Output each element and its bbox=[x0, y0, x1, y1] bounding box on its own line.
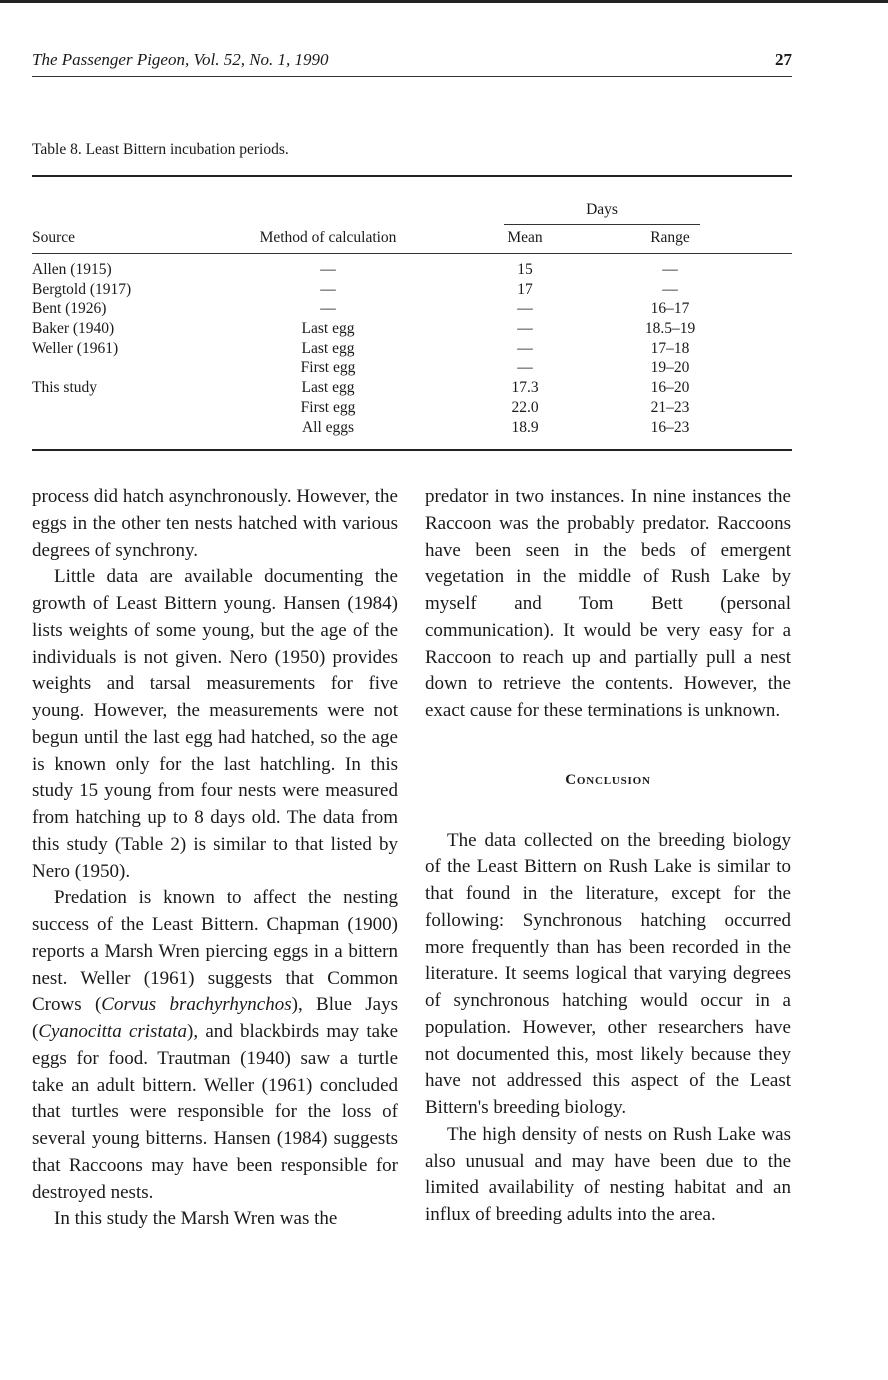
column-header-source: Source bbox=[32, 229, 76, 246]
cell-method: — bbox=[320, 300, 336, 318]
table-group-header-days: Days bbox=[586, 201, 618, 218]
cell-method: Last egg bbox=[301, 320, 355, 338]
table-row bbox=[0, 319, 888, 339]
cell-method: Last egg bbox=[301, 339, 355, 357]
cell-range: 16–20 bbox=[650, 379, 690, 397]
cell-range: 16–23 bbox=[650, 418, 690, 436]
cell-range: 19–20 bbox=[650, 359, 690, 377]
page-number: 27 bbox=[775, 50, 792, 69]
table-body bbox=[0, 260, 888, 437]
paragraph-predation bbox=[32, 885, 398, 1206]
paragraph: The high density of nests on Rush Lake was also unusual and may have been due to the limited availability of nesting habitat and an influx of breeding adults into the area. bbox=[425, 1123, 791, 1225]
cell-mean: 15 bbox=[517, 261, 533, 278]
table-row bbox=[0, 358, 888, 378]
cell-mean: 17 bbox=[517, 280, 533, 298]
table-header-rule bbox=[32, 253, 792, 254]
table-row bbox=[0, 299, 888, 319]
species-name-jay: Cyanocitta cristata bbox=[38, 1021, 188, 1042]
table-row bbox=[0, 280, 888, 300]
journal-title: The Passenger Pigeon, Vol. 52, No. 1, 1990 bbox=[32, 50, 329, 69]
cell-range: 21–23 bbox=[650, 398, 690, 416]
paragraph: The data collected on the breeding biology of the Least Bittern on Rush Lake is similar to that found in the literature, except for the following: Synchronous hatching occurred more frequently than has been recorded in the literature. It seems logical that varying degrees of synchronous hatching would occur in a population. However, other researchers have not documented this, most likely because they have not addressed this aspect of the Least Bittern's breeding biology. bbox=[425, 829, 791, 1118]
cell-method: — bbox=[320, 280, 336, 298]
column-header-range: Range bbox=[650, 229, 690, 246]
cell-range: — bbox=[662, 280, 678, 298]
cell-range: 18.5–19 bbox=[644, 320, 696, 338]
species-name-crow: Corvus brachyrhynchos bbox=[101, 994, 292, 1016]
cell-source: Bergtold (1917) bbox=[32, 280, 132, 298]
table-row bbox=[0, 398, 888, 418]
paragraph: Little data are available documenting the growth of Least Bittern young. Hansen (1984) lists weights of some young, but the age of the individuals is not given. Nero (1950) provides weights and tarsal measurements for five young. However, the measurements were not begun until the last egg had hatched, so the age is known only for the last hatchling. In this study 15 young from four nests were measured from hatching up to 8 days old. The data from this study (Table 2) is similar to that listed by Nero (1950). bbox=[32, 566, 398, 882]
cell-range: — bbox=[662, 261, 678, 278]
section-heading: Conclusion bbox=[565, 771, 651, 788]
paragraph: In this study the Marsh Wren was the bbox=[54, 1208, 338, 1230]
cell-source: Baker (1940) bbox=[32, 320, 115, 338]
text-run: Predation is known to affect the nesting success of the Least Bittern. Chapman (1900) reports a Marsh Wren piercing eggs in a bittern nest. Weller (1961) suggests that Common Crows ( bbox=[32, 887, 398, 1016]
text-run: ), and blackbirds may take eggs for food. Trautman (1940) saw a turtle take an adult bittern. Weller (1961) concluded that turtles were responsible for the loss of several young bitterns. Hansen (1984) suggests that Raccoons may have been responsible for destroyed nests. bbox=[32, 1021, 399, 1203]
top-border bbox=[0, 0, 888, 3]
cell-method: First egg bbox=[300, 398, 356, 416]
cell-source: This study bbox=[32, 379, 98, 397]
cell-method: — bbox=[320, 261, 336, 278]
table-row bbox=[0, 378, 888, 398]
days-spanner-rule bbox=[504, 224, 700, 225]
paragraph: process did hatch asynchronously. However, the eggs in the other ten nests hatched with various degrees of synchrony. bbox=[32, 486, 398, 561]
cell-source: Allen (1915) bbox=[32, 261, 112, 278]
cell-mean: — bbox=[517, 300, 533, 318]
column-header-mean: Mean bbox=[507, 229, 543, 246]
right-column bbox=[425, 484, 791, 1229]
text-run: ), Blue Jays ( bbox=[32, 994, 399, 1042]
paragraph: predator in two instances. In nine instances the Raccoon was the probably predator. Raccoons have been seen in the beds of emergent vegetation in the middle of Rush Lake by myself and Tom Bett (personal communication). It would be very easy for a Raccoon to reach up and partially pull a nest down to retrieve the contents. However, the exact cause for these terminations is unknown. bbox=[425, 486, 791, 721]
table-caption: Table 8. Least Bittern incubation periods. bbox=[32, 141, 289, 158]
cell-source: Weller (1961) bbox=[32, 339, 119, 357]
cell-range: 16–17 bbox=[650, 300, 690, 318]
cell-mean: — bbox=[517, 320, 533, 338]
left-column bbox=[32, 484, 398, 1233]
running-head bbox=[32, 50, 792, 77]
cell-range: 17–18 bbox=[650, 339, 690, 357]
cell-mean: — bbox=[517, 359, 533, 377]
table-bottom-rule bbox=[32, 449, 792, 451]
column-header-method: Method of calculation bbox=[259, 229, 397, 246]
cell-mean: 18.9 bbox=[511, 418, 539, 436]
cell-method: All eggs bbox=[301, 418, 355, 436]
cell-method: First egg bbox=[300, 359, 356, 377]
cell-mean: — bbox=[517, 339, 533, 357]
cell-mean: 22.0 bbox=[511, 398, 539, 416]
cell-mean: 17.3 bbox=[511, 379, 539, 397]
table-row bbox=[0, 260, 888, 280]
table-row bbox=[0, 418, 888, 438]
table-top-rule bbox=[32, 175, 792, 177]
cell-method: Last egg bbox=[301, 379, 355, 397]
table-row bbox=[0, 339, 888, 359]
cell-source: Bent (1926) bbox=[32, 300, 107, 318]
